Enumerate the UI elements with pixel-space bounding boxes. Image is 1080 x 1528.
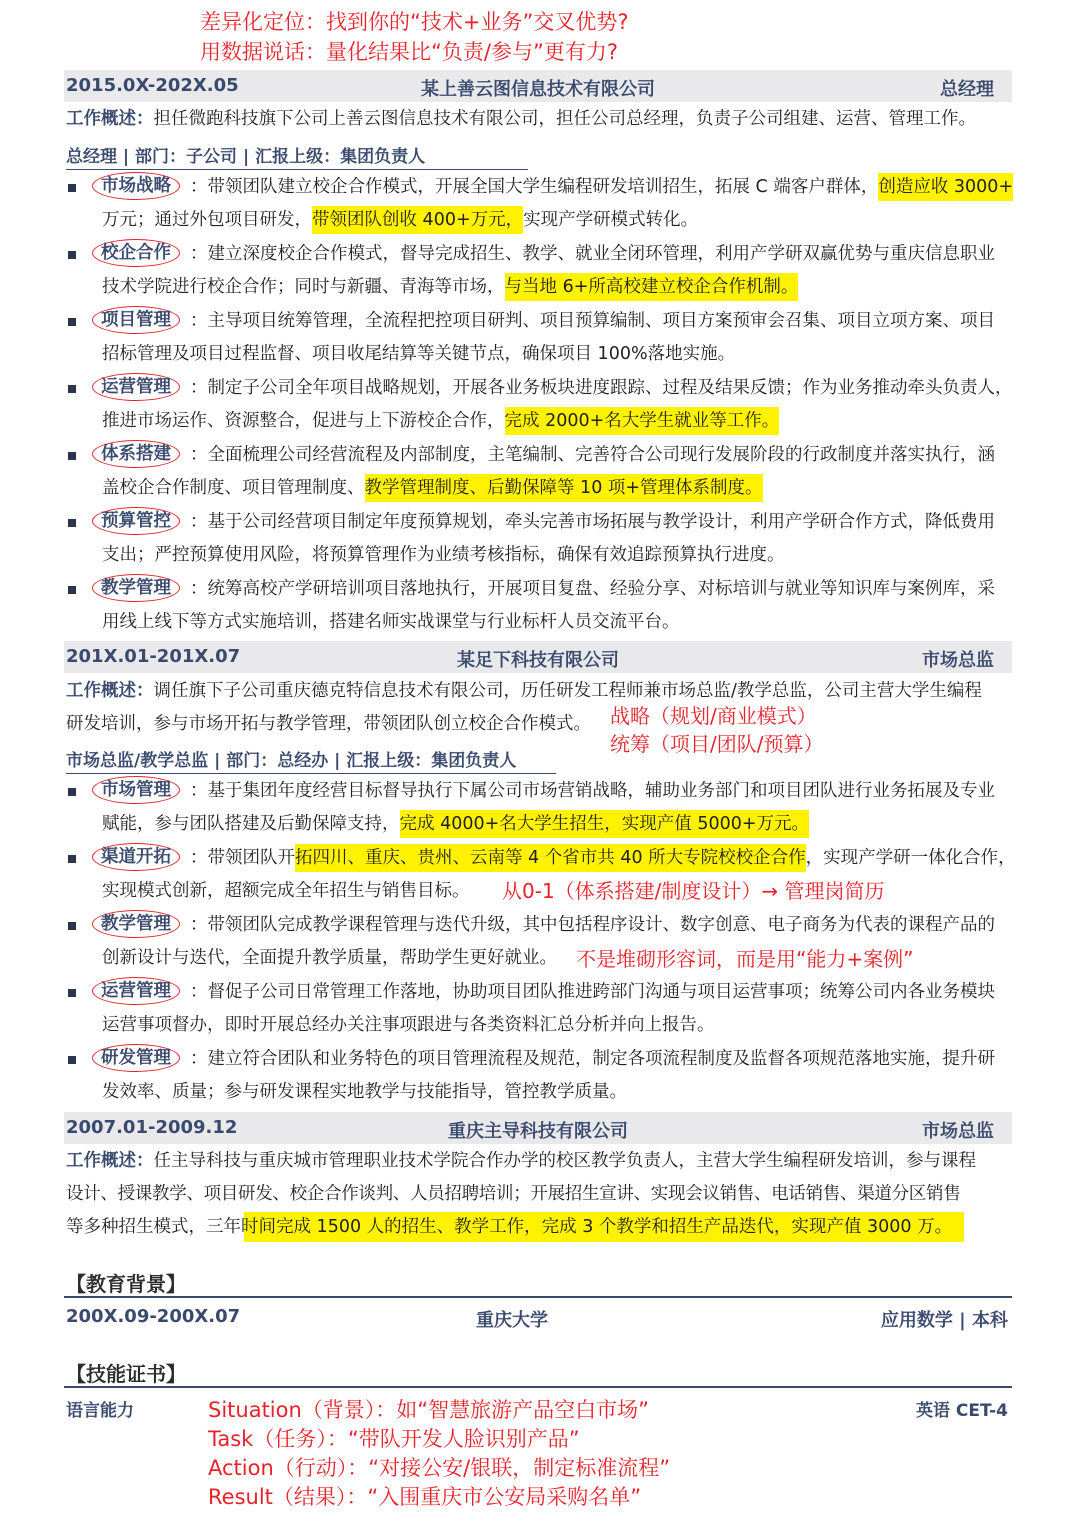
bullet-icon: [68, 989, 76, 997]
job-title: 市场总监: [922, 650, 994, 671]
item-line-1: ：带领团队开拓四川、重庆、贵州、云南等 4 个省市共 40 所大专院校校企合作，实现产学研一体化合作，: [190, 847, 1020, 869]
item-tag: 校企合作: [92, 239, 180, 267]
job-date: 201X.01-201X.07: [66, 646, 241, 667]
item-line-2: 技术学院进行校企合作；同时与新疆、青海等市场，与当地 6+所高校建立校企合作机制。: [102, 276, 1022, 298]
item-tag: 项目管理: [92, 306, 180, 334]
highlight: 带领团队创收 400+万元，: [312, 206, 523, 234]
bullet-icon: [68, 184, 76, 192]
item-tag: 预算管控: [92, 507, 180, 535]
highlight: 完成 2000+名大学生就业等工作。: [505, 407, 780, 435]
item-line-2: 赋能，参与团队搭建及后勤保障支持，完成 4000+名大学生招生，实现产值 5000+万元。: [102, 813, 1022, 835]
education-date: 200X.09-200X.07: [66, 1306, 241, 1327]
item-tag: 研发管理: [92, 1044, 180, 1072]
item-tag: 运营管理: [92, 373, 180, 401]
section-divider: [64, 1296, 1012, 1298]
highlight: 教学管理制度、后勤保障等 10 项+管理体系制度。: [365, 474, 763, 502]
item-line-1: ：基于集团年度经营目标督导执行下属公司市场营销战略，辅助业务部门和项目团队进行业务拓展及专业: [190, 781, 995, 801]
item-line-2: 发效率、质量；参与研发课程实地教学与技能指导，管控教学质量。: [102, 1082, 627, 1102]
annotation-star-situation: Situation（背景）：如“智慧旅游产品空白市场”: [208, 1398, 650, 1422]
annotation-star-task: Task（任务）：“带队开发人脸识别产品”: [208, 1427, 580, 1451]
job-header-2: [64, 641, 1012, 673]
education-major: 应用数学 | 本科: [880, 1310, 1008, 1331]
job-title: 市场总监: [922, 1121, 994, 1142]
section-title-skills: 【技能证书】: [66, 1362, 186, 1386]
highlight: 完成 4000+名大学生招生，实现产值 5000+万元。: [400, 810, 810, 838]
role-line: 总经理 | 部门：子公司 | 汇报上级：集团负责人: [66, 142, 528, 170]
bullet-icon: [68, 788, 76, 796]
job-date: 2007.01-2009.12: [66, 1117, 238, 1138]
item-line-2: 盖校企合作制度、项目管理制度、教学管理制度、后勤保障等 10 项+管理体系制度。: [102, 477, 1022, 499]
item-line-1: ：统筹高校产学研培训项目落地执行，开展项目复盘、经验分享、对标培训与就业等知识库与案例库，采: [190, 579, 995, 599]
bullet-icon: [68, 855, 76, 863]
item-line-2: 招标管理及项目过程监督、项目收尾结算等关键节点，确保项目 100%落地实施。: [102, 344, 736, 364]
item-tag: 体系搭建: [92, 440, 180, 468]
job-header-3: [64, 1112, 1012, 1144]
item-line-2: 支出；严控预算使用风险，将预算管理作为业绩考核指标，确保有效追踪预算执行进度。: [102, 545, 785, 565]
bullet-icon: [68, 318, 76, 326]
annotation-star-action: Action（行动）：“对接公安/银联，制定标准流程”: [208, 1456, 671, 1480]
job-company: 某上善云图信息技术有限公司: [421, 79, 655, 100]
job-company: 重庆主导科技有限公司: [448, 1121, 628, 1142]
item-line-2: 创新设计与迭代，全面提升教学质量，帮助学生更好就业。: [102, 948, 557, 968]
annotation-ability-case: 不是堆砌形容词，而是用“能力+案例”: [576, 947, 914, 971]
item-line-1: ：制定子公司全年项目战略规划，开展各业务板块进度跟踪、过程及结果反馈；作为业务推动牵头负责人，: [190, 378, 1013, 398]
job-overview: 工作概述：调任旗下子公司重庆德克特信息技术有限公司，历任研发工程师兼市场总监/教学总监，公司主营大学生编程: [66, 681, 982, 701]
section-title-education: 【教育背景】: [66, 1272, 186, 1296]
item-line-2: 万元；通过外包项目研发，带领团队创收 400+万元，实现产学研模式转化。: [102, 209, 1022, 231]
item-tag: 运营管理: [92, 977, 180, 1005]
item-tag: 教学管理: [92, 910, 180, 938]
item-line-1: ：带领团队完成教学课程管理与迭代升级，其中包括程序设计、数字创意、电子商务为代表的课程产品的: [190, 915, 995, 935]
item-line-2: 推进市场运作、资源整合，促进与上下游校企合作，完成 2000+名大学生就业等工作。: [102, 410, 1022, 432]
job-header-1: [64, 70, 1012, 102]
job-date: 2015.0X-202X.05: [66, 75, 239, 96]
bullet-icon: [68, 519, 76, 527]
item-line-2: 用线上线下等方式实施培训，搭建名师实战课堂与行业标杆人员交流平台。: [102, 612, 680, 632]
bullet-icon: [68, 385, 76, 393]
item-line-2: 运营事项督办，即时开展总经办关注事项跟进与各类资料汇总分析并向上报告。: [102, 1015, 715, 1035]
item-tag: 市场管理: [92, 776, 180, 804]
education-school: 重庆大学: [476, 1310, 548, 1331]
job-overview-cont: 等多种招生模式，三年时间完成 1500 人的招生、教学工作，完成 3 个教学和招生产品迭代，实现产值 3000 万。: [66, 1217, 953, 1237]
bullet-icon: [68, 922, 76, 930]
item-tag: 市场战略: [92, 172, 180, 200]
job-overview: 工作概述：任主导科技与重庆城市管理职业技术学院合作办学的校区教学负责人，主营大学生编程研发培训，参与课程: [66, 1151, 976, 1171]
item-tag: 教学管理: [92, 574, 180, 602]
highlight: 创造应收 3000+: [878, 173, 1013, 201]
bullet-icon: [68, 1056, 76, 1064]
highlight: 与当地 6+所高校建立校企合作机制。: [505, 273, 799, 301]
annotation-coordination: 统筹（项目/团队/预算）: [610, 732, 824, 756]
item-line-1: ：督促子公司日常管理工作落地，协助项目团队推进跨部门沟通与项目运营事项；统筹公司内各业务模块: [190, 982, 995, 1002]
bullet-icon: [68, 452, 76, 460]
item-line-1: ：主导项目统筹管理，全流程把控项目研判、项目预算编制、项目方案预审会召集、项目立项方案、项目: [190, 311, 995, 331]
item-line-1: ：带领团队建立校企合作模式，开展全国大学生编程研发培训招生，拓展 C 端客户群体，创造应收 3000+: [190, 176, 1020, 198]
item-line-1: ：全面梳理公司经营流程及内部制度，主笔编制、完善符合公司现行发展阶段的行政制度并落实执行，涵: [190, 445, 995, 465]
item-line-2: 实现模式创新，超额完成全年招生与销售目标。: [102, 881, 470, 901]
job-overview: 工作概述：担任微跑科技旗下公司上善云图信息技术有限公司，担任公司总经理，负责子公司组建、运营、管理工作。: [66, 109, 976, 129]
highlight: 拓四川、重庆、贵州、云南等 4 个省市共 40 所大专院校校企合作: [295, 844, 806, 872]
job-overview-cont: 设计、授课教学、项目研发、校企合作谈判、人员招聘培训；开展招生宣讲、实现会议销售、电话销售、渠道分区销售: [66, 1184, 961, 1204]
item-line-1: ：建立符合团队和业务特色的项目管理流程及规范，制定各项流程制度及监督各项规范落地实施，提升研: [190, 1049, 995, 1069]
item-tag: 渠道开拓: [92, 843, 180, 871]
skill-label: 语言能力: [66, 1401, 134, 1421]
item-line-1: ：建立深度校企合作模式，督导完成招生、教学、就业全闭环管理，利用产学研双赢优势与重庆信息职业: [190, 244, 995, 264]
section-divider: [64, 1386, 1012, 1388]
annotation-data-driven: 用数据说话：量化结果比“负责/参与”更有力?: [200, 40, 618, 64]
role-line: 市场总监/教学总监 | 部门：总经办 | 汇报上级：集团负责人: [66, 746, 556, 774]
job-title: 总经理: [940, 79, 994, 100]
bullet-icon: [68, 586, 76, 594]
annotation-strategy: 战略（规划/商业模式）: [610, 704, 817, 728]
annotation-zero-to-one: 从0-1（体系搭建/制度设计）→ 管理岗简历: [502, 879, 885, 903]
bullet-icon: [68, 251, 76, 259]
annotation-star-result: Result（结果）：“入围重庆市公安局采购名单”: [208, 1485, 642, 1509]
item-line-1: ：基于公司经营项目制定年度预算规划，牵头完善市场拓展与教学设计，利用产学研合作方式，降低费用: [190, 512, 995, 532]
job-company: 某足下科技有限公司: [457, 650, 619, 671]
skill-value: 英语 CET-4: [916, 1401, 1008, 1421]
annotation-differentiation: 差异化定位：找到你的“技术+业务”交叉优势?: [200, 10, 629, 34]
job-overview-cont: 研发培训，参与市场开拓与教学管理，带领团队创立校企合作模式。: [66, 714, 591, 734]
